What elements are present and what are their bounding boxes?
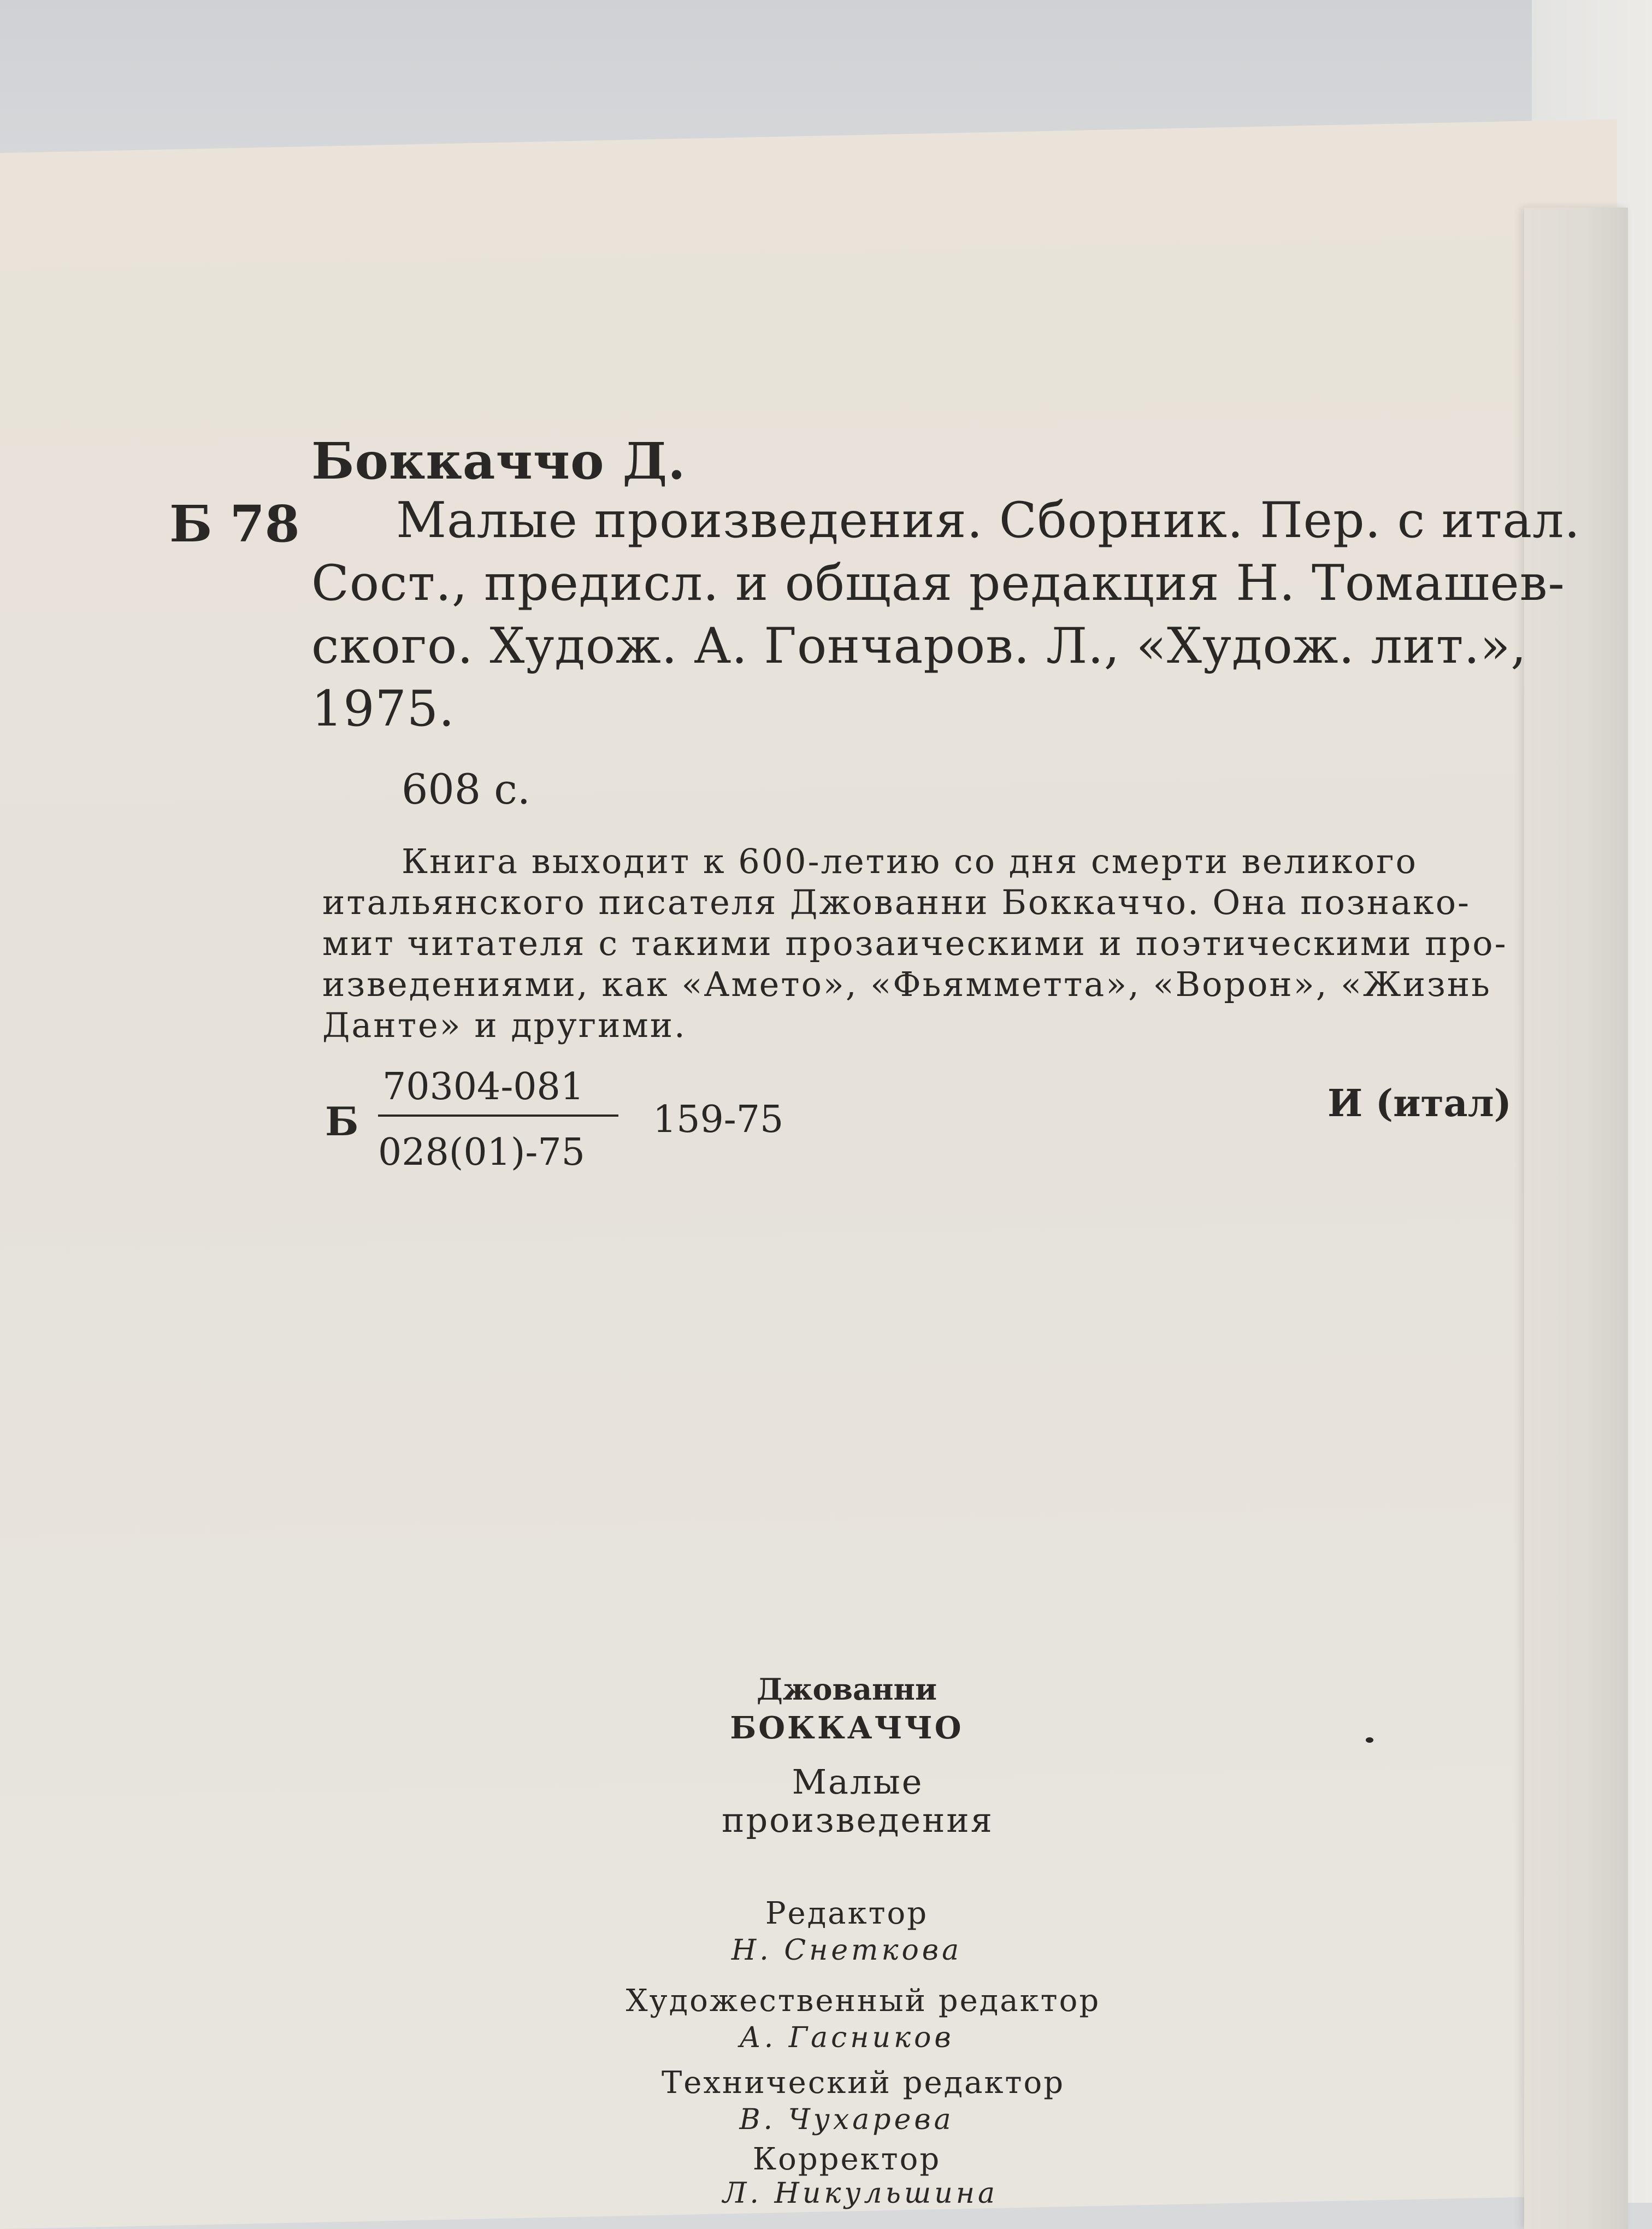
colophon-title-line: произведения — [722, 1800, 994, 1840]
catalog-description-line: 1975. — [311, 680, 455, 738]
bbk-letter: Б — [325, 1098, 359, 1145]
credit-role: Редактор — [765, 1896, 929, 1931]
annotation-line: Данте» и другими. — [322, 1005, 687, 1045]
credit-person: Л. Никульшина — [723, 2177, 998, 2210]
credit-person: В. Чухарева — [739, 2103, 954, 2136]
catalog-description-line: Малые произведения. Сборник. Пер. с итал. — [396, 492, 1580, 549]
ink-speck — [1366, 1737, 1373, 1743]
bbk-middle-code: 159-75 — [653, 1098, 784, 1141]
annotation-line: изведениями, как «Амето», «Фьямметта», «Ворон», «Жизнь — [322, 964, 1491, 1004]
catalog-code: Б 78 — [169, 494, 300, 553]
catalog-author: Боккаччо Д. — [311, 432, 686, 491]
bbk-denominator: 028(01)-75 — [378, 1131, 585, 1174]
catalog-page-count: 608 с. — [402, 765, 530, 813]
bbk-classification: И (итал) — [1328, 1082, 1512, 1125]
colophon-first-name: Джованни — [756, 1672, 937, 1707]
credit-role: Корректор — [752, 2142, 941, 2177]
bbk-numerator: 70304-081 — [382, 1065, 585, 1108]
catalog-description-line: Сост., предисл. и общая редакция Н. Томашев- — [311, 555, 1565, 612]
bbk-fraction-rule — [378, 1114, 618, 1117]
colophon-surname: БОККАЧЧО — [730, 1710, 964, 1746]
annotation-line: Книга выходит к 600-летию со дня смерти великого — [402, 841, 1418, 881]
annotation-line: итальянского писателя Джованни Боккаччо. Она познако- — [322, 882, 1471, 922]
catalog-description-line: ского. Худож. А. Гончаров. Л., «Худож. лит.», — [311, 617, 1527, 675]
credit-role: Художественный редактор — [626, 1983, 1101, 2019]
credit-person: А. Гасников — [739, 2021, 954, 2054]
annotation-line: мит читателя с такими прозаическими и поэтическими про- — [322, 923, 1508, 963]
credit-role: Технический редактор — [661, 2065, 1065, 2101]
credit-person: Н. Снеткова — [731, 1934, 963, 1967]
colophon-title-line: Малые — [792, 1762, 924, 1802]
